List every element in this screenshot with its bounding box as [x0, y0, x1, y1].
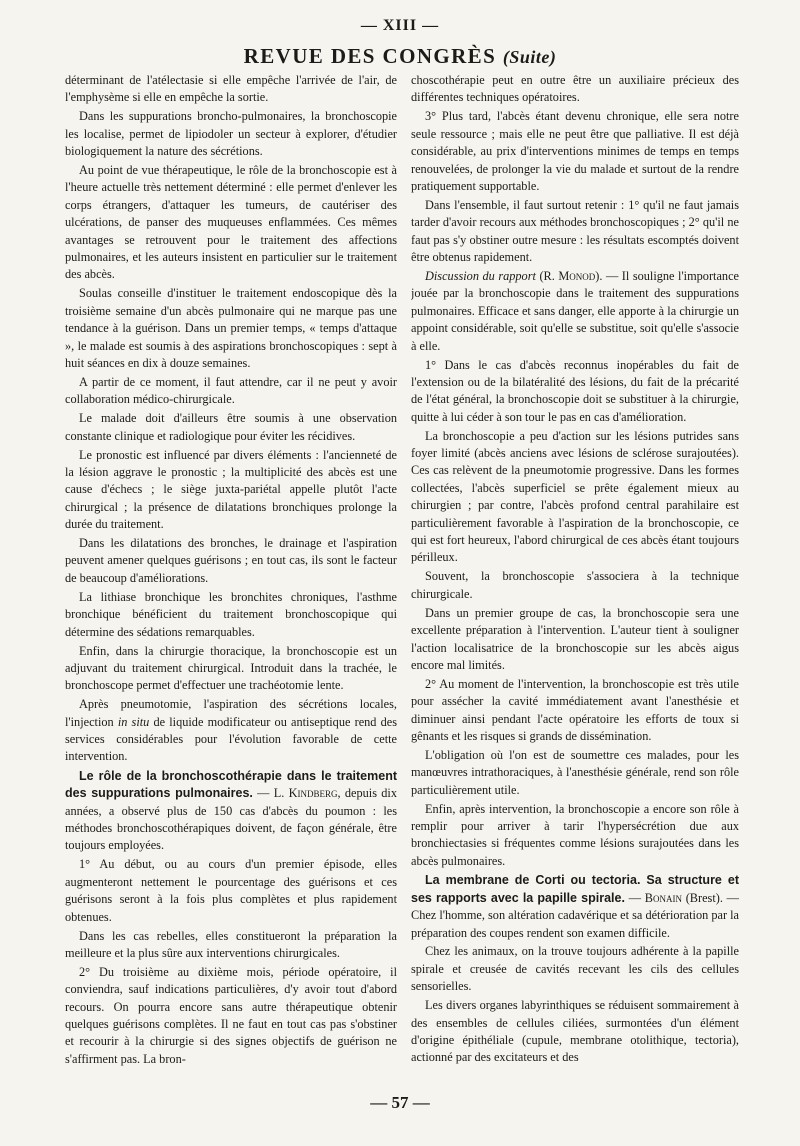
section-text: , depuis dix années, a observé plus de 150 cas d'abcès du poumon : les méthodes bronchoscothérapiques doivent, de façon générale, être toujours employées.: [65, 786, 397, 853]
paragraph: La bronchoscopie a peu d'action sur les lésions putrides sans foyer limité (abcès anciens avec lésions de sclérose surajoutées). Ces cas relèvent de la pneumotomie progressive. Dans les formes collectées, l'abcès superficiel se prête également mieux au chirurgien ; par contre, l'abcès profond central parahilaire est particulièrement favorable à l'aspiration de la bronchoscopie, ce qui est fort heureux, l'abord chirurgical de ces abcès étant toujours périlleux.: [411, 428, 739, 565]
section-heading: Le rôle de la bronchoscothérapie dans le traitement des suppurations pulmonaires.: [65, 768, 397, 801]
paragraph: [65, 696, 397, 766]
paragraph: Enfin, après intervention, la bronchoscopie a encore son rôle à remplir pour arriver à tarir l'hypersécrétion due aux bronchiectasies si fréquentes comme lésions surajoutées dans les abcès pulmonaires.: [411, 801, 739, 868]
paragraph: Le malade doit d'ailleurs être soumis à une observation constante clinique et radiologique pour éviter les récidives.: [65, 411, 397, 443]
paragraph: Le pronostic est influencé par divers éléments : l'ancienneté de la lésion aggrave le pronostic ; la multiplicité des abcès est une cause d'échecs ; le siège juxta-pariétal appelle plutôt l'acte chirurgical ; la présence de dilatations bronchiques prolonge la durée du traitement.: [65, 447, 397, 532]
paragraph: Enfin, dans la chirurgie thoracique, la bronchoscopie est un adjuvant du traitement chirurgical. Introduit dans la trachée, le bronchoscope permet d'effectuer une trachéotomie lente.: [65, 643, 397, 693]
right-column: [411, 72, 739, 1092]
paragraph: Dans un premier groupe de cas, la bronchoscopie sera une excellente préparation à l'intervention. L'auteur tient à souligner l'action localisatrice de la bronchoscopie sur les abcès aigus encore mal limités.: [411, 605, 739, 672]
section-separator: —: [624, 890, 645, 905]
paragraph: Les divers organes labyrinthiques se réduisent sommairement à des ensembles de cellules ciliées, surmontées d'un élément d'origine épithéliale (cupule, membrane otolithique, tectoria), actionné par des excitateurs et des: [411, 998, 739, 1065]
latin-term: in situ: [117, 714, 150, 729]
title-main: REVUE DES CONGRÈS: [243, 44, 497, 68]
paragraph: 1° Dans le cas d'abcès reconnus inopérables du fait de l'extension ou de la bilatéralité des lésions, du fait de la précarité de l'état général, la bronchoscopie doit se substituer à la chirurgie, quitte à lui céder à son tour le pas en cas d'amélioration.: [411, 357, 739, 424]
paragraph: choscothérapie peut en outre être un auxiliaire précieux des différentes techniques opératoires.: [411, 73, 739, 105]
title-suffix: (Suite): [502, 47, 557, 67]
paragraph: 2° Au moment de l'intervention, la bronchoscopie est très utile pour assécher la cavité immédiatement avant l'anesthésie et diminuer ainsi pendant l'acte opératoire les efforts de toux si gênants et les risques si grands de dissémination.: [411, 676, 739, 744]
page-title: [0, 44, 800, 69]
paragraph: 2° Du troisième au dixième mois, période opératoire, il conviendra, sauf indications particulières, d'y avoir tout d'abord recours. On pourra encore sans autre thérapeutique obtenir quelques guérisons complètes. Il ne faut en tout cas pas s'obstiner et recourir à la chirurgie si des signes objectifs de guérison ne s'affirment pas. La bron-: [65, 964, 397, 1066]
paragraph: L'obligation où l'on est de soumettre ces malades, pour les manœuvres intrathoraciques, à l'anesthésie générale, rend son rôle particulièrement utile.: [411, 747, 739, 797]
roman-folio: — XIII —: [360, 17, 440, 34]
left-column: [65, 72, 397, 1092]
section-text: (Brest). — Chez l'homme, son altération cadavérique et sa détérioration par la préparation des coupes rendent son examen difficile.: [411, 890, 739, 940]
paragraph: 3° Plus tard, l'abcès étant devenu chronique, elle sera notre seule ressource ; mais elle ne peut être que palliative. Il est déjà considérable, au prix d'interventions minimes de temps en temps renouvelées, de prolonger la vie du malade et surtout de la rendre pratiquement supportable.: [411, 109, 739, 193]
discussion-author: (R. Monod).: [535, 268, 603, 283]
section-paragraph: [411, 872, 739, 942]
paragraph: Soulas conseille d'instituer le traitement endoscopique dès la troisième semaine d'un abcès pulmonaire qui ne marque pas une tendance à la guérison. Dans un premier temps, « temps d'attaque », le malade est soumis à des aspirations bronchoscopiques : sept à huit séances en dix à douze semaines.: [65, 286, 397, 370]
paragraph: Au point de vue thérapeutique, le rôle de la bronchoscopie est à l'heure actuelle très nettement déterminé : elle permet d'enlever les corps étrangers, d'attaquer les tumeurs, de cautériser des ulcérations, de panser des muqueuses enflammées. Ces mêmes avantages se retrouvent pour le traitement des affections pulmonaires, et les auteurs insistent en particulier sur le traitement des abcès.: [65, 163, 397, 282]
paragraph: Dans les dilatations des bronches, le drainage et l'aspiration peuvent amener quelques guérisons ; en tout cas, ils sont le facteur de beaucoup d'améliorations.: [65, 536, 397, 585]
discussion-label: Discussion du rapport: [425, 268, 536, 283]
section-heading: La membrane de Corti ou tectoria. Sa structure et ses rapports avec la papille spirale.: [411, 873, 739, 905]
paragraph: A partir de ce moment, il faut attendre, car il ne peut y avoir collaboration médico-chirurgicale.: [65, 374, 397, 407]
paragraph: [411, 268, 739, 355]
paragraph: Chez les animaux, on la trouve toujours adhérente à la papille spirale et creusée de cavités recevant les cils des cellules sensorielles.: [411, 944, 739, 994]
paragraph-text: Après pneumotomie, l'aspiration des sécrétions locales, l'injection: [65, 697, 397, 729]
paragraph: Dans les cas rebelles, elles constitueront la préparation la meilleure et la plus sûre aux interventions chirurgicales.: [65, 928, 397, 960]
paragraph-text: de liquide modificateur ou antiseptique rend des services considérables pour l'évolution favorable de cette intervention.: [65, 714, 397, 764]
paragraph: 1° Au début, ou au cours d'un premier épisode, elles augmenteront nettement le pourcentage des guérisons et ces guérisons seront à la fois plus complètes et plus rapidement obtenues.: [65, 857, 397, 924]
paragraph: déterminant de l'atélectasie si elle empêche l'arrivée de l'air, de l'emphysème si elle en empêche la sortie.: [65, 73, 397, 105]
section-paragraph: [65, 768, 397, 855]
section-author: Bonain: [644, 890, 682, 905]
paragraph: Souvent, la bronchoscopie s'associera à la technique chirurgicale.: [411, 569, 739, 601]
paragraph: Dans l'ensemble, il faut surtout retenir : 1° qu'il ne faut jamais tarder d'avoir recours aux méthodes bronchoscopiques ; 2° qu'il ne faut pas s'y obstiner outre mesure : les résultats escomptés doivent être obtenus rapidement.: [411, 197, 739, 265]
section-separator: —: [252, 786, 274, 801]
page-number: — 57 —: [370, 1093, 430, 1112]
paragraph: La lithiase bronchique les bronchites chroniques, l'asthme bronchique bénéficient du traitement bronchoscopique qui détermine des sédations remarquables.: [65, 589, 397, 639]
section-author: L. Kindberg: [273, 786, 338, 801]
paragraph: Dans les suppurations broncho-pulmonaires, la bronchoscopie les localise, permet de lipiodoler un secteur à explorer, d'étudier biologiquement la nature des sécrétions.: [65, 109, 397, 159]
paragraph-text: — Il souligne l'importance jouée par la bronchoscopie dans le traitement des suppurations pulmonaires. Efficace et sans danger, elle apporte à la chirurgie un appoint considérable, soit qu'elle se substitue, soit qu'elle s'associe à elle.: [411, 268, 739, 353]
